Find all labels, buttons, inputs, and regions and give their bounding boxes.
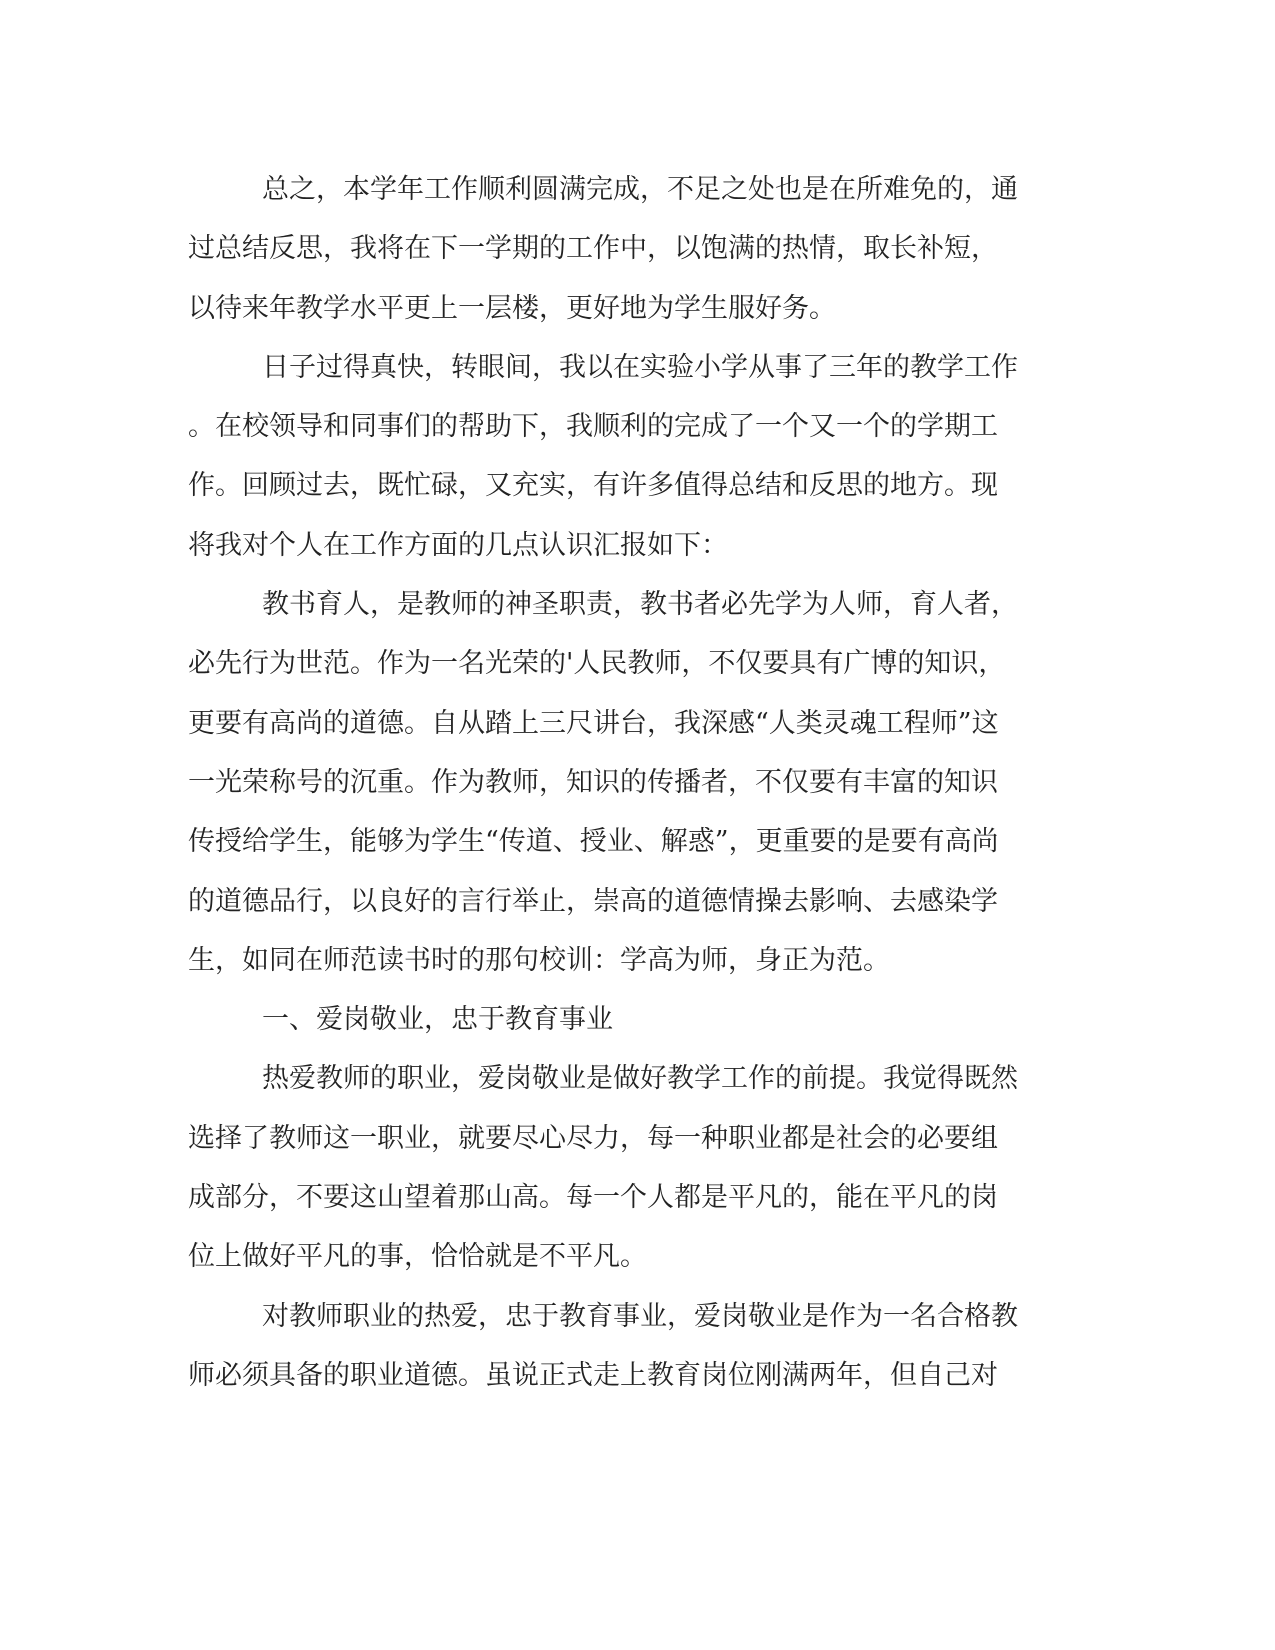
text-line: 一光荣称号的沉重。作为教师，知识的传播者，不仅要有丰富的知识 <box>188 766 998 798</box>
text-line: 传授给学生，能够为学生“传道、授业、解惑”，更重要的是要有高尚 <box>188 826 999 858</box>
text-line: 师必须具备的职业道德。虽说正式走上教育岗位刚满两年，但自己对 <box>188 1359 998 1391</box>
text-line: 以待来年教学水平更上一层楼，更好地为学生服好务。 <box>188 292 836 324</box>
text-line: 对教师职业的热爱，忠于教育事业，爱岗敬业是作为一名合格教 <box>262 1300 1018 1332</box>
text-line: 必先行为世范。作为一名光荣的'人民教师，不仅要具有广博的知识， <box>188 648 1006 680</box>
text-line: 将我对个人在工作方面的几点认识汇报如下： <box>188 529 728 561</box>
text-line: 作。回顾过去，既忙碌，又充实，有许多值得总结和反思的地方。现 <box>188 470 998 502</box>
text-line: 教书育人，是教师的神圣职责，教书者必先学为人师，育人者， <box>262 589 1018 621</box>
text-line: 选择了教师这一职业，就要尽心尽力，每一种职业都是社会的必要组 <box>188 1122 998 1154</box>
text-line: 总之，本学年工作顺利圆满完成，不足之处也是在所难免的，通 <box>262 174 1018 205</box>
text-line: 热爱教师的职业，爱岗敬业是做好教学工作的前提。我觉得既然 <box>262 1063 1018 1095</box>
text-line: 成部分，不要这山望着那山高。每一个人都是平凡的，能在平凡的岗 <box>188 1182 998 1214</box>
text-line: 更要有高尚的道德。自从踏上三尺讲台，我深感“人类灵魂工程师”这 <box>188 707 999 739</box>
section-heading: 一、爱岗敬业，忠于教育事业 <box>262 1004 613 1036</box>
text-line: 过总结反思，我将在下一学期的工作中，以饱满的热情，取长补短， <box>188 233 998 265</box>
text-line: 。在校领导和同事们的帮助下，我顺利的完成了一个又一个的学期工 <box>188 411 998 443</box>
text-line: 日子过得真快，转眼间，我以在实验小学从事了三年的教学工作 <box>262 351 1018 383</box>
text-line: 位上做好平凡的事，恰恰就是不平凡。 <box>188 1241 647 1273</box>
text-line: 生，如同在师范读书时的那句校训：学高为师，身正为范。 <box>188 944 890 976</box>
document-body <box>188 160 1068 1405</box>
text-line: 的道德品行，以良好的言行举止，崇高的道德情操去影响、去感染学 <box>188 885 998 917</box>
